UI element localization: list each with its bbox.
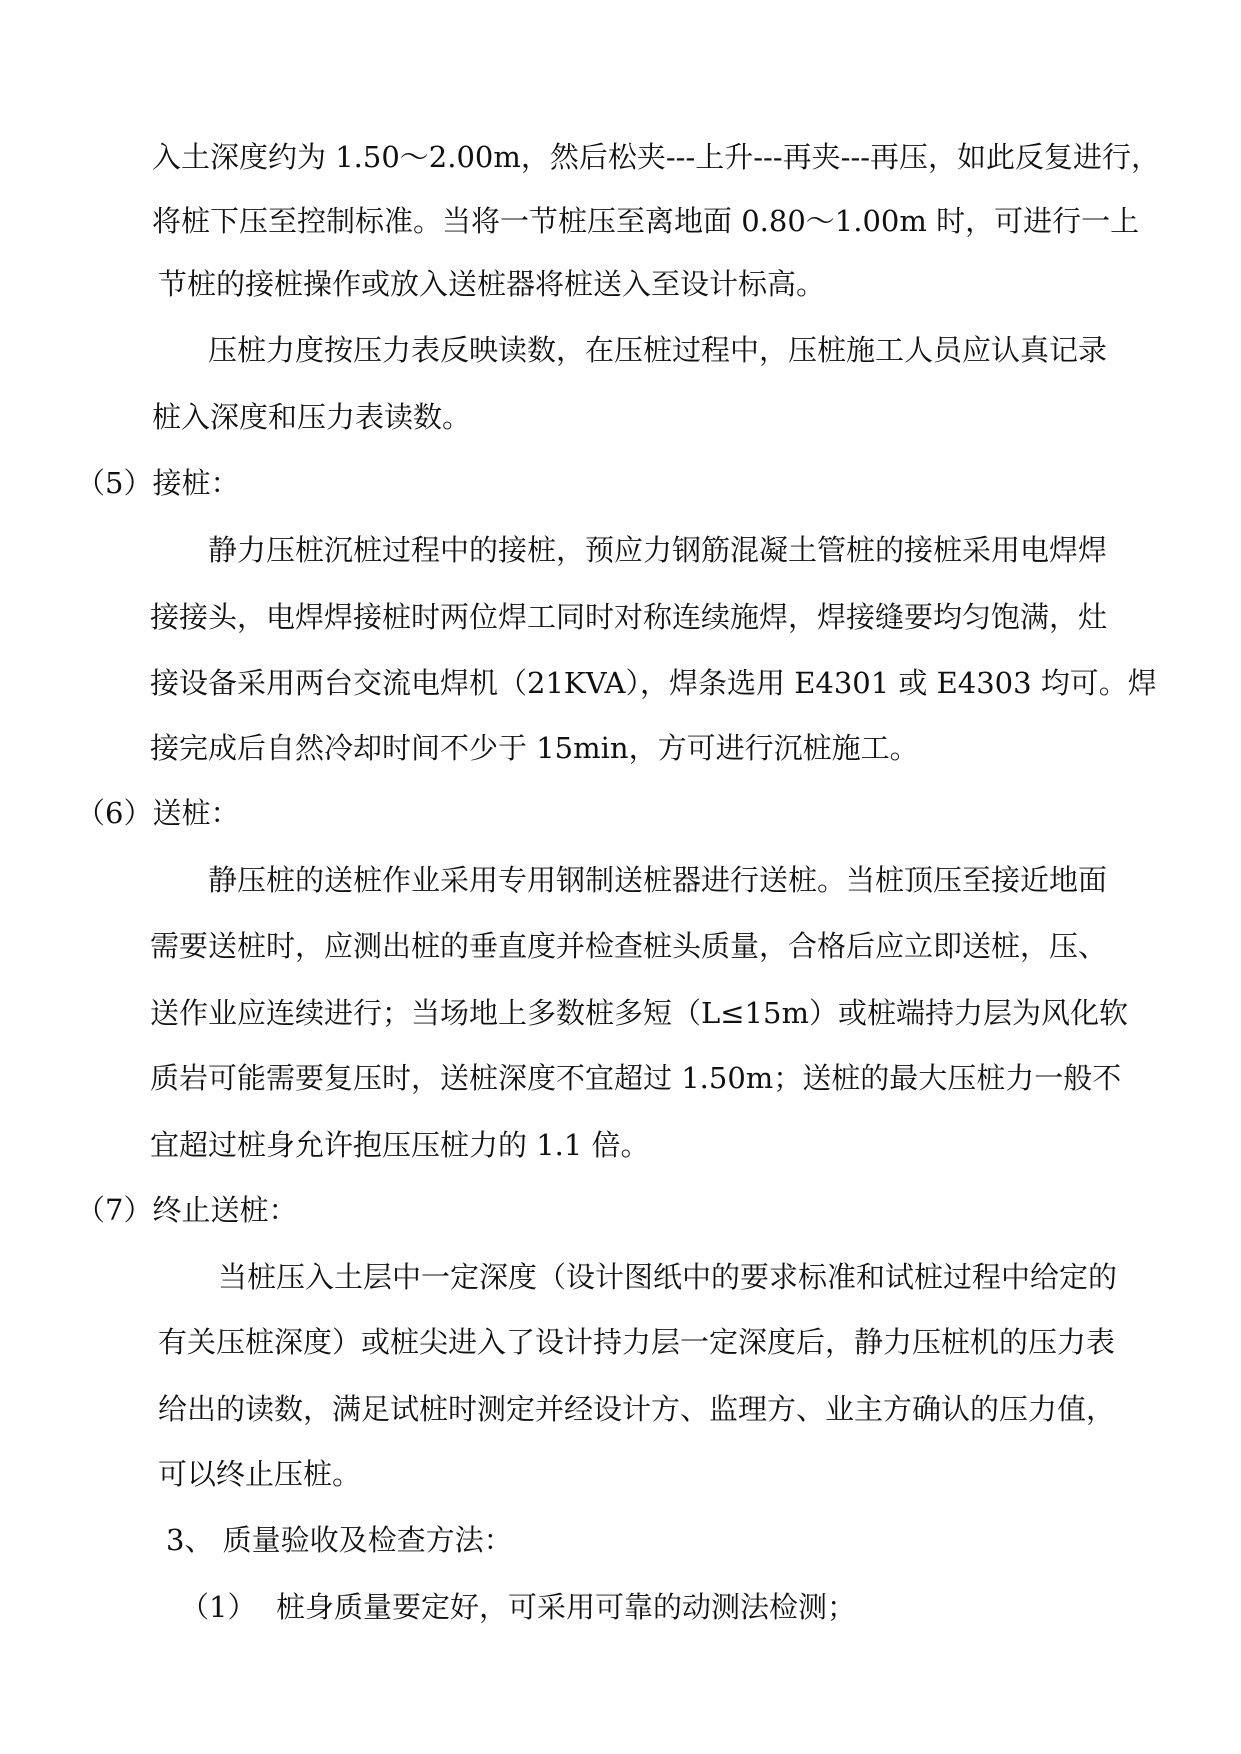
section-heading-7: （7）终止送桩： xyxy=(76,1193,298,1227)
text-line-9: 接设备采用两台交流电焊机（21KVA），焊条选用 E4301 或 E4303 均可。焊 xyxy=(150,666,1157,700)
text-line-10: 接完成后自然冷却时间不少于 15min，方可进行沉桩施工。 xyxy=(150,731,919,765)
text-line-21: 可以终止压桩。 xyxy=(158,1457,362,1491)
section-heading-6: （6）送桩： xyxy=(76,796,240,830)
list-item-number-1: （1） xyxy=(180,1590,257,1624)
section-heading-3: 3、 质量验收及检查方法： xyxy=(166,1523,513,1557)
text-line-5: 桩入深度和压力表读数。 xyxy=(152,400,472,434)
text-line-4: 压桩力度按压力表反映读数，在压桩过程中，压桩施工人员应认真记录 xyxy=(208,333,1108,367)
text-line-18: 当桩压入土层中一定深度（设计图纸中的要求标准和试桩过程中给定的 xyxy=(218,1260,1118,1294)
section-heading-5: （5）接桩： xyxy=(76,466,240,500)
text-line-8: 接接头，电焊焊接桩时两位焊工同时对称连续施焊，焊接缝要均匀饱满，灶 xyxy=(150,600,1108,634)
text-line-19: 有关压桩深度）或桩尖进入了设计持力层一定深度后，静力压桩机的压力表 xyxy=(158,1325,1116,1359)
text-line-7: 静力压桩沉桩过程中的接桩，预应力钢筋混凝土管桩的接桩采用电焊焊 xyxy=(208,533,1108,567)
text-line-16: 宜超过桩身允许抱压压桩力的 1.1 倍。 xyxy=(150,1128,650,1162)
text-line-1: 入土深度约为 1.50～2.00m，然后松夹---上升---再夹---再压，如此反复进行， xyxy=(152,140,1161,174)
text-line-3: 节桩的接桩操作或放入送桩器将桩送入至设计标高。 xyxy=(158,267,826,301)
text-line-2: 将桩下压至控制标准。当将一节桩压至离地面 0.80～1.00m 时，可进行一上 xyxy=(152,204,1140,238)
text-line-13: 需要送桩时，应测出桩的垂直度并检查桩头质量，合格后应立即送桩，压、 xyxy=(150,929,1108,963)
text-line-20: 给出的读数，满足试桩时测定并经设计方、监理方、业主方确认的压力值， xyxy=(158,1392,1116,1426)
text-line-15: 质岩可能需要复压时，送桩深度不宜超过 1.50m；送桩的最大压桩力一般不 xyxy=(150,1061,1122,1095)
list-item-text-1: 桩身质量要定好，可采用可靠的动测法检测； xyxy=(276,1590,857,1624)
text-line-12: 静压桩的送桩作业采用专用钢制送桩器进行送桩。当桩顶压至接近地面 xyxy=(208,863,1108,897)
text-line-14: 送作业应连续进行；当场地上多数桩多短（L≤15m）或桩端持力层为风化软 xyxy=(150,996,1128,1030)
